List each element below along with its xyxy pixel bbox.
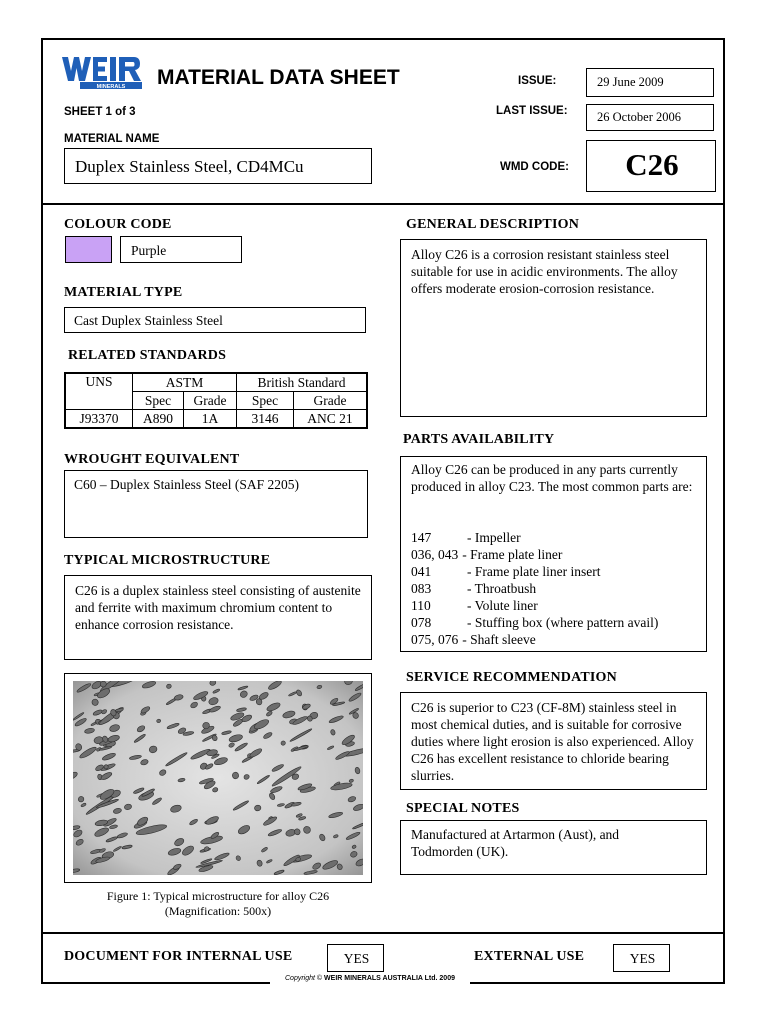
part-code: 147: [411, 530, 432, 545]
part-code: 075, 076: [411, 632, 459, 647]
parts-availability-heading: PARTS AVAILABILITY: [403, 432, 555, 447]
bs-grade-header: Grade: [294, 392, 368, 410]
colour-code-heading: COLOUR CODE: [64, 217, 172, 232]
part-description: - Shaft sleeve: [462, 632, 536, 647]
wmd-code-box: [586, 140, 716, 192]
material-name: Duplex Stainless Steel, CD4MCu: [75, 157, 304, 176]
material-type: Cast Duplex Stainless Steel: [74, 313, 223, 328]
header-divider: [41, 203, 725, 205]
figure-caption-line1: Figure 1: Typical microstructure for alloy C26: [106, 889, 330, 903]
issue-date: 29 June 2009: [597, 75, 664, 89]
special-notes-text: Manufactured at Artarmon (Aust), and Todmorden (UK).: [411, 827, 620, 859]
issue-label: ISSUE:: [518, 75, 557, 87]
external-use-value: YES: [629, 951, 656, 966]
material-type-heading: MATERIAL TYPE: [64, 285, 183, 300]
sheet-number: SHEET 1 of 3: [64, 106, 136, 118]
bs-spec-value: 3146: [237, 410, 294, 429]
weir-minerals-logo: [62, 55, 142, 89]
service-recommendation-heading: SERVICE RECOMMENDATION: [406, 670, 617, 685]
last-issue-label: LAST ISSUE:: [496, 105, 568, 117]
astm-grade-value: 1A: [184, 410, 237, 429]
astm-header: ASTM: [133, 373, 237, 392]
astm-spec-header: Spec: [133, 392, 184, 410]
special-notes-heading: SPECIAL NOTES: [406, 801, 520, 816]
part-description: - Stuffing box (where pattern avail): [467, 615, 659, 630]
internal-use-label: DOCUMENT FOR INTERNAL USE: [64, 949, 293, 964]
part-code: 110: [411, 598, 431, 613]
list-item: [411, 546, 706, 563]
service-recommendation-text: C26 is superior to C23 (CF-8M) stainless steel in most chemical duties, and is suitable for corrosive duties where light erosion is also experienced. Alloy C26 has excellent resistance to chloride bearing slurries.: [411, 700, 694, 783]
micrograph-frame: [64, 673, 372, 883]
part-description: - Throatbush: [467, 581, 537, 596]
wrought-equivalent-heading: WROUGHT EQUIVALENT: [64, 452, 240, 467]
microstructure-text: C26 is a duplex stainless steel consisting of austenite and ferrite with maximum chromium content to enhance corrosion resistance.: [75, 583, 361, 632]
part-code: 036, 043: [411, 547, 459, 562]
table-row: [65, 410, 367, 429]
part-description: - Frame plate liner insert: [467, 564, 601, 579]
copyright-text: WEIR MINERALS AUSTRALIA Ltd. 2009: [324, 975, 455, 982]
list-item: [411, 580, 706, 597]
list-item: [411, 529, 706, 546]
external-use-label: EXTERNAL USE: [474, 949, 585, 964]
material-type-box: [64, 307, 366, 333]
related-standards-table: [64, 372, 368, 429]
wrought-equivalent-box: [64, 470, 368, 538]
uns-header: UNS: [65, 373, 133, 410]
part-description: - Frame plate liner: [462, 547, 563, 562]
colour-swatch: [65, 236, 112, 263]
list-item: [411, 597, 706, 614]
wrought-equivalent: C60 – Duplex Stainless Steel (SAF 2205): [74, 477, 299, 492]
microstructure-text-box: [64, 575, 372, 660]
issue-date-box: [586, 68, 714, 97]
uns-value: J93370: [65, 410, 133, 429]
wmd-code-label: WMD CODE:: [500, 161, 569, 173]
logo-sub-text: MINERALS: [96, 84, 126, 89]
parts-list: [411, 529, 706, 648]
external-use-value-box: [613, 944, 670, 972]
internal-use-value-box: [327, 944, 384, 972]
part-description: - Volute liner: [467, 598, 538, 613]
list-item: [411, 614, 706, 631]
related-standards-heading: RELATED STANDARDS: [68, 348, 227, 363]
list-item: [411, 563, 706, 580]
wmd-code: C26: [625, 147, 679, 182]
last-issue-date-box: [586, 104, 714, 131]
list-item: [411, 631, 706, 648]
internal-use-value: YES: [343, 951, 370, 966]
microstructure-heading: TYPICAL MICROSTRUCTURE: [64, 553, 271, 568]
copyright-symbol: ©: [316, 975, 323, 982]
copyright-prefix: Copyright: [285, 975, 315, 982]
logo-graphic: [62, 55, 142, 89]
copyright-notice: [270, 974, 470, 984]
material-name-box: [64, 148, 372, 184]
bs-spec-header: Spec: [237, 392, 294, 410]
footer-divider: [41, 932, 725, 934]
part-code: 083: [411, 581, 432, 596]
colour-name: Purple: [131, 243, 167, 258]
figure-caption-line2: (Magnification: 500x): [164, 904, 272, 918]
part-description: - Impeller: [467, 530, 521, 545]
document-title: MATERIAL DATA SHEET: [157, 66, 400, 89]
part-code: 078: [411, 615, 432, 630]
british-standard-header: British Standard: [237, 373, 368, 392]
colour-name-box: [120, 236, 242, 263]
micrograph-image: [73, 681, 363, 875]
general-description-heading: GENERAL DESCRIPTION: [406, 217, 580, 232]
service-recommendation-box: [400, 692, 707, 790]
last-issue-date: 26 October 2006: [597, 110, 682, 124]
general-description-box: [400, 239, 707, 417]
general-description-text: Alloy C26 is a corrosion resistant stainless steel suitable for use in acidic environments. The alloy offers moderate erosion-corrosion resistance.: [411, 247, 678, 296]
parts-availability-box: [400, 456, 707, 652]
special-notes-box: [400, 820, 707, 875]
table-row: [65, 373, 367, 392]
bs-grade-value: ANC 21: [294, 410, 368, 429]
astm-grade-header: Grade: [184, 392, 237, 410]
parts-availability-intro: Alloy C26 can be produced in any parts currently produced in alloy C23. The most common parts are:: [411, 462, 693, 494]
part-code: 041: [411, 564, 432, 579]
astm-spec-value: A890: [133, 410, 184, 429]
material-name-label: MATERIAL NAME: [64, 133, 160, 145]
